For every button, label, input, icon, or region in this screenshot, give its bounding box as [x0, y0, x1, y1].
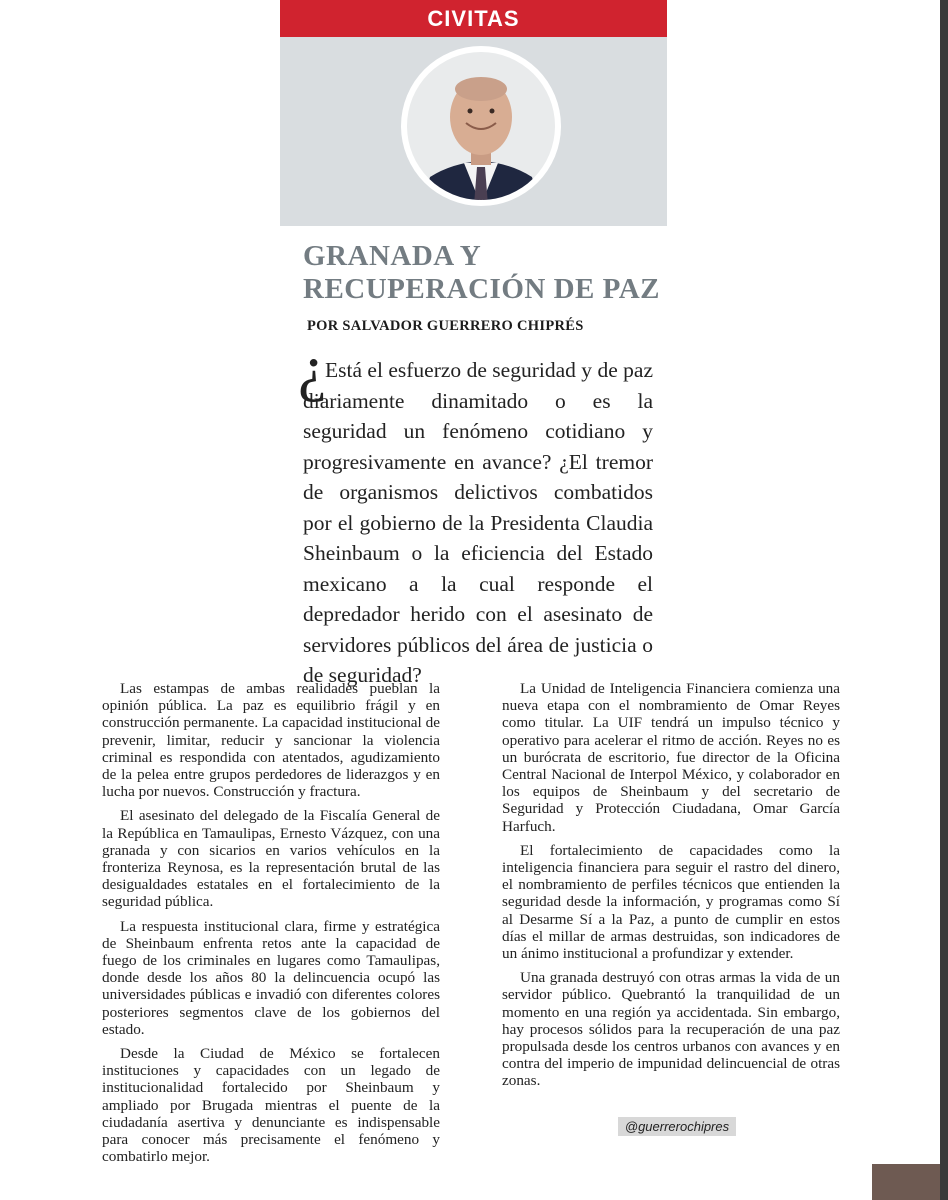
lead-question-mark: ¿ — [298, 332, 327, 403]
corner-photo-fragment — [872, 1164, 940, 1200]
title-line-1: GRANADA Y — [303, 240, 482, 272]
byline: POR SALVADOR GUERRERO CHIPRÉS — [307, 318, 584, 334]
body-paragraph: La respuesta institucional clara, firme y estratégica de Sheinbaum enfrenta retos ante la capacidad de fuego de los criminales en lugares como Tamaulipas, donde desde los años 80 la delincuencia ocupó las universidades públicas e invadió con diferentes colores posteriores segmentos clave de los gobiernos del estado. — [102, 917, 440, 1038]
column-header — [280, 0, 667, 226]
author-social-handle: @guerrerochipres — [618, 1117, 736, 1136]
body-paragraph: Una granada destruyó con otras armas la vida de un servidor público. Quebrantó la tranquilidad de un momento en una región ya accidentada. Sin embargo, hay procesos sólidos para la recuperación de una paz propulsada desde los centros urbanos con avances y en contra del imperio de impunidad delincuencial de otras zonas. — [502, 969, 840, 1090]
lead-paragraph: Está el esfuerzo de seguridad y de paz diariamente dinamitado o es la seguridad un fenómeno cotidiano y progresivamente en avance? ¿El tremor de organismos delictivos combatidos por el gobierno de la Presidenta Claudia Sheinbaum o la eficiencia del Estado mexicano a la cual responde el depredador herido con el asesinato de servidores públicos del área de justicia o de seguridad? — [303, 358, 653, 687]
article-title — [303, 240, 743, 306]
body-column-left — [102, 680, 440, 1172]
title-line-2: RECUPERACIÓN DE PAZ — [303, 273, 660, 305]
body-paragraph: Las estampas de ambas realidades pueblan la opinión pública. La paz es equilibrio frágil y en construcción permanente. La capacidad institucional de prevenir, limitar, reducir y sancionar la violencia criminal es respondida con atentados, agudizamiento de la pelea entre grupos perdedores de liderazgos y en lucha por nuevos. Construcción y fractura. — [102, 680, 440, 801]
body-paragraph: El asesinato del delegado de la Fiscalía General de la República en Tamaulipas, Ernesto Vázquez, con una granada y con sicarios en varios vehículos en la fronteriza Reynosa, es la representación brutal de las desigualdades estatales en el fortalecimiento de la seguridad pública. — [102, 807, 440, 911]
body-paragraph: La Unidad de Inteligencia Financiera comienza una nueva etapa con el nombramiento de Omar Reyes como titular. La UIF tendrá un impulso técnico y operativo para acelerar el ritmo de acción. Reyes no es un burócrata de escritorio, fue director de la Oficina Central Nacional de Interpol México, y colaborador en los equipos de Sheinbaum y del secretario de Seguridad y Protección Ciudadana, Omar García Harfuch. — [502, 680, 840, 835]
page-edge — [940, 0, 948, 1200]
body-paragraph: Desde la Ciudad de México se fortalecen instituciones y capacidades con un legado de institucionalidad fortalecido por Sheinbaum y ampliado por Brugada mientras el puente de la ciudadanía asertiva y denunciante es indispensable para conocer más precisamente el fenómeno y combatirlo mejor. — [102, 1045, 440, 1166]
body-paragraph: El fortalecimiento de capacidades como la inteligencia financiera para seguir el rastro del dinero, el nombramiento de perfiles técnicos que entienden la seguridad desde la información, y programas como Sí al Desarme Sí a la Paz, a punto de cumplir en estos días el millar de armas destruidas, son indicadores de un ánimo institucional a profundizar y extender. — [502, 841, 840, 963]
author-portrait — [400, 45, 562, 207]
body-column-right — [502, 680, 840, 1097]
section-label: CIVITAS — [427, 6, 520, 31]
